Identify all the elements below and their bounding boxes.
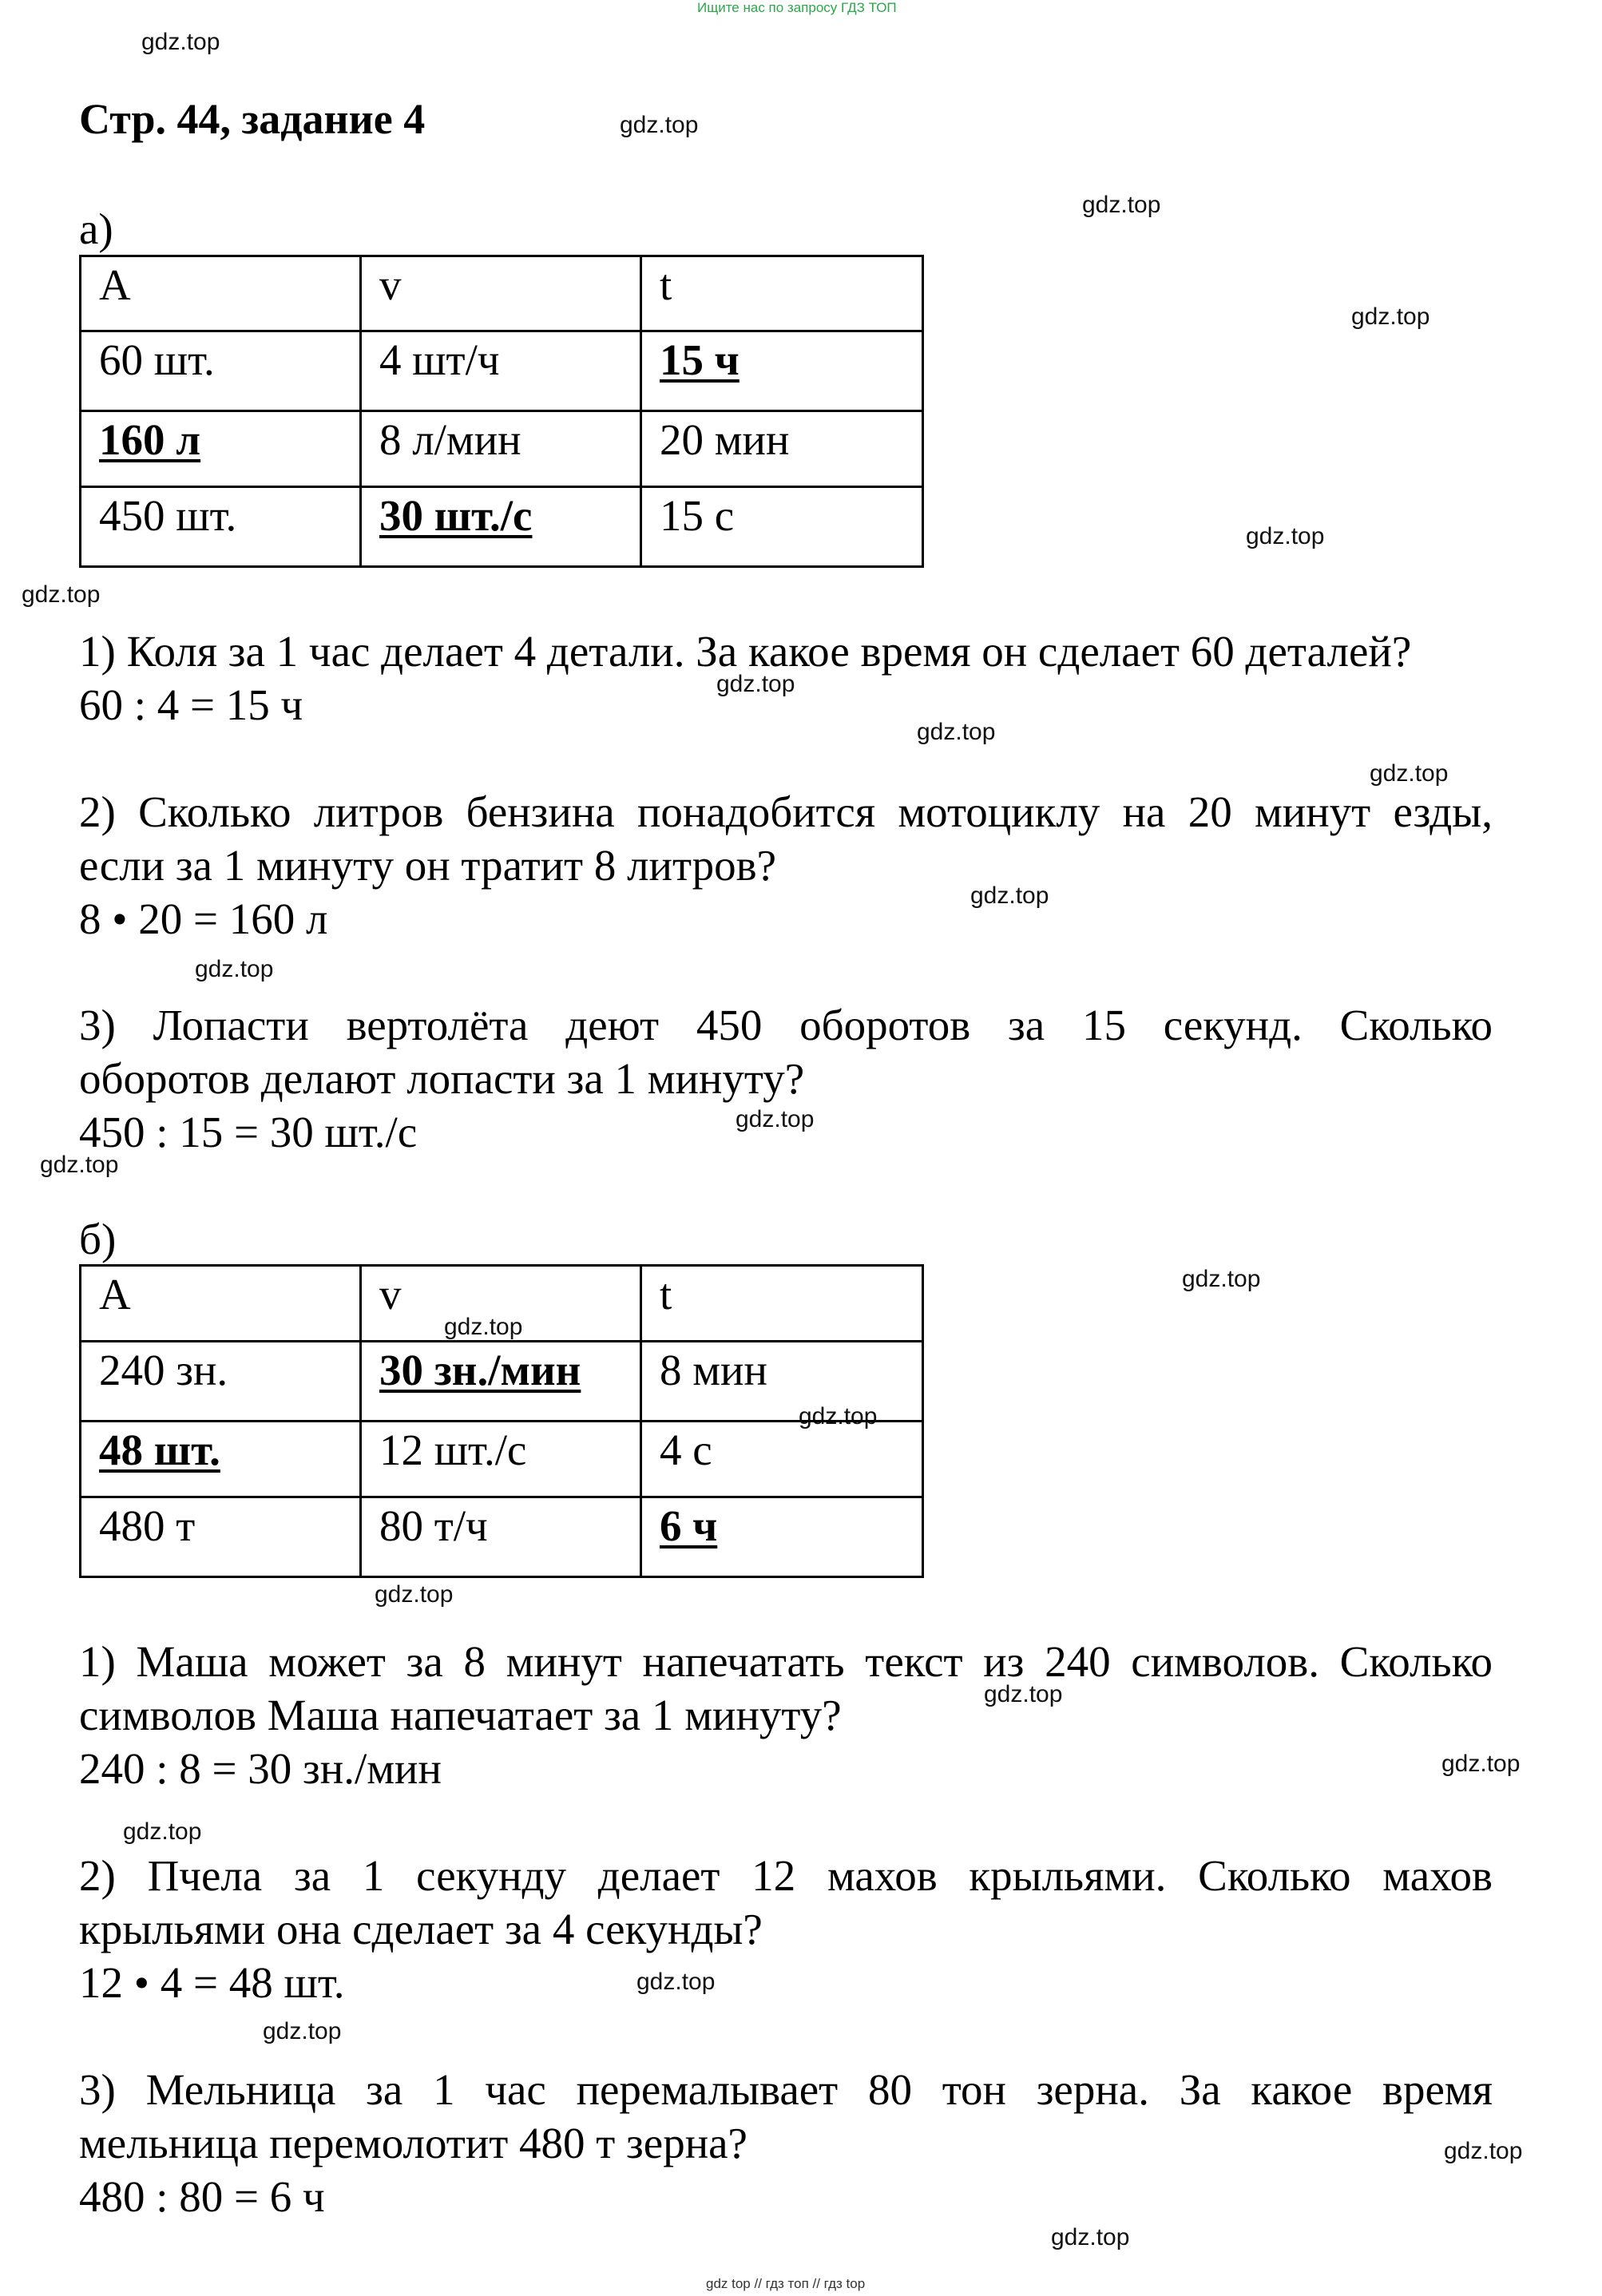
watermark: gdz.top (263, 2018, 342, 2044)
solution: 8 • 20 = 160 л (79, 894, 328, 943)
solution: 480 : 80 = 6 ч (79, 2172, 325, 2221)
watermark: gdz.top (1441, 1751, 1521, 1777)
solution: 240 : 8 = 30 зн./мин (79, 1744, 442, 1793)
answer-value: 30 зн./мин (379, 1346, 581, 1394)
problem-a1 (79, 625, 1493, 732)
header-cell: v (360, 1266, 640, 1342)
table-cell: 4 шт/ч (360, 331, 640, 411)
problem-text: 3) Мельница за 1 час перемалывает 80 тон зерна. За какое время (79, 2065, 1493, 2114)
problem-text: 1) Маша может за 8 минут напечатать текст из 240 символов. Сколько (79, 1637, 1493, 1686)
problem-a3 (79, 998, 1493, 1159)
page-title: Стр. 44, задание 4 (79, 95, 426, 143)
solution: 12 • 4 = 48 шт. (79, 1958, 345, 2007)
watermark: gdz.top (716, 671, 795, 697)
solution: 450 : 15 = 30 шт./с (79, 1108, 418, 1156)
watermark: gdz.top (444, 1314, 523, 1340)
solution: 60 : 4 = 15 ч (79, 680, 303, 729)
part-a-label: а) (79, 204, 113, 253)
watermark: gdz.top (620, 112, 699, 138)
problem-text: 2) Сколько литров бензина понадобится мотоциклу на 20 минут езды, (79, 787, 1493, 836)
watermark: gdz.top (917, 719, 996, 745)
answer-cell (640, 331, 922, 411)
table-header-row (81, 256, 923, 331)
table-cell: 4 с (640, 1422, 922, 1497)
answer-value: 6 ч (659, 1501, 718, 1550)
watermark: gdz.top (40, 1152, 119, 1178)
table-cell: 240 зн. (81, 1342, 361, 1422)
table-cell: 8 мин (640, 1342, 922, 1422)
table-cell: 8 л/мин (360, 411, 640, 487)
problem-b1 (79, 1635, 1493, 1795)
header-cell: A (81, 256, 361, 331)
watermark: gdz.top (141, 29, 220, 55)
answer-cell (360, 487, 640, 567)
watermark: gdz.top (970, 882, 1049, 909)
problem-text: мельница перемолотит 480 т зерна? (79, 2119, 747, 2167)
table-cell: 450 шт. (81, 487, 361, 567)
watermark: gdz.top (636, 1969, 716, 1995)
watermark: gdz.top (984, 1681, 1063, 1707)
header-cell: v (360, 256, 640, 331)
watermark: gdz.top (799, 1403, 878, 1430)
watermark: gdz.top (1351, 303, 1430, 330)
watermark: gdz.top (375, 1581, 454, 1608)
problem-text: если за 1 минуту он тратит 8 литров? (79, 841, 777, 890)
table-cell: 20 мин (640, 411, 922, 487)
bottom-banner: gdz top // гдз топ // гдз top (706, 2276, 866, 2291)
answer-cell (81, 1422, 361, 1497)
part-a-table (79, 255, 924, 568)
watermark: gdz.top (1051, 2224, 1130, 2250)
table-cell: 80 т/ч (360, 1497, 640, 1577)
table-cell: 15 с (640, 487, 922, 567)
table-row (81, 487, 923, 567)
table-cell: 12 шт./с (360, 1422, 640, 1497)
header-cell: t (640, 256, 922, 331)
table-row (81, 1342, 923, 1422)
problem-b3 (79, 2063, 1493, 2223)
top-banner: Ищите нас по запросу ГДЗ ТОП (697, 0, 897, 15)
table-row (81, 411, 923, 487)
problem-text: крыльями она сделает за 4 секунды? (79, 1905, 763, 1953)
watermark: gdz.top (22, 581, 101, 608)
watermark: gdz.top (1370, 760, 1449, 787)
watermark: gdz.top (123, 1818, 202, 1845)
answer-value: 160 л (99, 415, 201, 464)
answer-value: 48 шт. (99, 1426, 220, 1474)
table-cell: 60 шт. (81, 331, 361, 411)
table-row (81, 331, 923, 411)
header-cell: t (640, 1266, 922, 1342)
problem-text: оборотов делают лопасти за 1 минуту? (79, 1054, 805, 1103)
problem-a2 (79, 785, 1493, 946)
table-row (81, 1497, 923, 1577)
watermark: gdz.top (1082, 192, 1161, 218)
problem-text: символов Маша напечатает за 1 минуту? (79, 1691, 842, 1739)
watermark: gdz.top (1182, 1266, 1261, 1292)
header-cell: A (81, 1266, 361, 1342)
problem-text: 2) Пчела за 1 секунду делает 12 махов крыльями. Сколько махов (79, 1851, 1493, 1900)
table-cell: 480 т (81, 1497, 361, 1577)
problem-b2 (79, 1849, 1493, 2009)
answer-value: 30 шт./с (379, 491, 533, 540)
watermark: gdz.top (1444, 2138, 1523, 2164)
problem-text: 1) Коля за 1 час делает 4 детали. За какое время он сделает 60 деталей? (79, 627, 1412, 676)
part-b-table (79, 1264, 924, 1578)
watermark: gdz.top (736, 1106, 815, 1132)
watermark: gdz.top (195, 956, 274, 982)
answer-cell (360, 1342, 640, 1422)
problem-text: 3) Лопасти вертолёта деют 450 оборотов за 15 секунд. Сколько (79, 1001, 1493, 1049)
watermark: gdz.top (1246, 523, 1325, 549)
table-row (81, 1422, 923, 1497)
table-header-row (81, 1266, 923, 1342)
answer-value: 15 ч (659, 335, 740, 384)
answer-cell (640, 1497, 922, 1577)
answer-cell (81, 411, 361, 487)
part-b-label: б) (79, 1215, 117, 1263)
